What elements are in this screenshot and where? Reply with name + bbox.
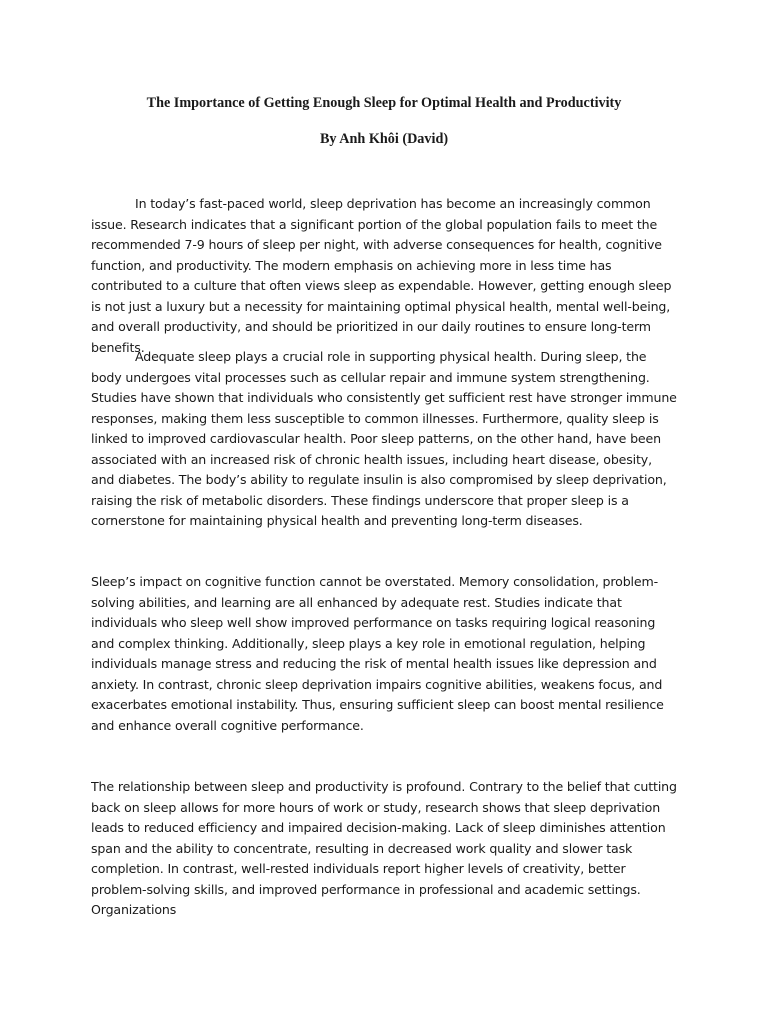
body-paragraph-1: In today’s fast-paced world, sleep deprivation has become an increasingly common issue. Research indicates that a significant portion of the global population fails to meet the recommended 7-9 hours of sleep per night, with adverse consequences for health, cognitive function, and productivity. The modern emphasis on achieving more in less time has contributed to a culture that often views sleep as expendable. However, getting enough sleep is not just a luxury but a necessity for maintaining optimal physical health, mental well-being, and overall productivity, and should be prioritized in our daily routines to ensure long-term benefits. bbox=[91, 196, 672, 355]
body-paragraph-3: Sleep’s impact on cognitive function cannot be overstated. Memory consolidation, problem-solving abilities, and learning are all enhanced by adequate rest. Studies indicate that individuals who sleep well show improved performance on tasks requiring logical reasoning and complex thinking. Additionally, sleep plays a key role in emotional regulation, helping individuals manage stress and reducing the risk of mental health issues like depression and anxiety. In contrast, chronic sleep deprivation impairs cognitive abilities, weakens focus, and exacerbates emotional instability. Thus, ensuring sufficient sleep can boost mental resilience and enhance overall cognitive performance. bbox=[91, 574, 664, 733]
body-paragraph-2: Adequate sleep plays a crucial role in supporting physical health. During sleep, the body undergoes vital processes such as cellular repair and immune system strengthening. Studies have shown that individuals who consistently get sufficient rest have stronger immune responses, making them less susceptible to common illnesses. Furthermore, quality sleep is linked to improved cardiovascular health. Poor sleep patterns, on the other hand, have been associated with an increased risk of chronic health issues, including heart disease, obesity, and diabetes. The body’s ability to regulate insulin is also compromised by sleep deprivation, raising the risk of metabolic disorders. These findings underscore that proper sleep is a cornerstone for maintaining physical health and preventing long-term diseases. bbox=[91, 349, 677, 528]
body-paragraph-4: The relationship between sleep and productivity is profound. Contrary to the belief that cutting back on sleep allows for more hours of work or study, research shows that sleep deprivation leads to reduced efficiency and impaired decision-making. Lack of sleep diminishes attention span and the ability to concentrate, resulting in decreased work quality and slower task completion. In contrast, well-rested individuals report higher levels of creativity, better problem-solving skills, and improved performance in professional and academic settings. Organizations bbox=[91, 779, 677, 917]
document-author: By Anh Khôi (David) bbox=[319, 131, 449, 147]
document-title: The Importance of Getting Enough Sleep for Optimal Health and Productivity bbox=[146, 95, 622, 111]
